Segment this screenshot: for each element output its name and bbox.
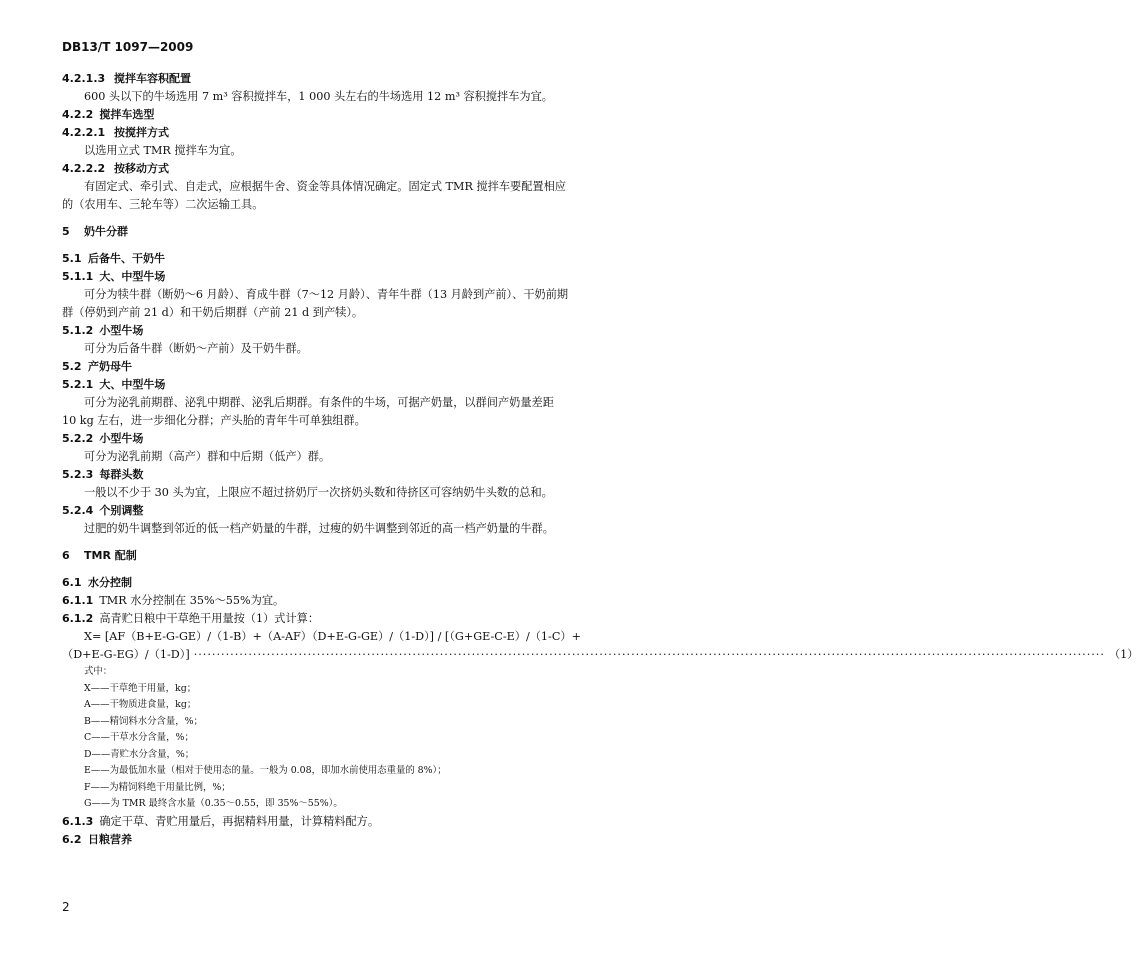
- heading-title: TMR 配制: [84, 549, 137, 562]
- definition-text: D——青贮水分含量，%；: [84, 748, 195, 760]
- heading-title: 小型牛场: [99, 432, 144, 445]
- leader-dots: ········································································································································································································: [193, 648, 1105, 661]
- section-heading: [62, 430, 622, 448]
- equation-number: （1）: [1108, 648, 1138, 661]
- paragraph-text: 以选用立式 TMR 搅拌车为宜。: [84, 144, 242, 157]
- heading-title: 每群头数: [99, 468, 144, 481]
- paragraph-text: 可分为犊牛群（断奶～6 月龄）、育成牛群（7～12 月龄）、青年牛群（13 月龄到产前）、干奶前期: [84, 288, 569, 301]
- heading-title: 大、中型牛场: [99, 270, 166, 283]
- heading-title: 大、中型牛场: [99, 378, 166, 391]
- definition-text: G——为 TMR 最终含水量（0.35～0.55，即 35%～55%）。: [84, 798, 343, 809]
- section-spacer: [62, 538, 622, 547]
- heading-number: 5.2.4: [62, 504, 94, 517]
- paragraph-line: [62, 88, 622, 106]
- section-spacer: [62, 565, 622, 574]
- heading-number: 5.2.1: [62, 378, 94, 391]
- paragraph-text: 10 kg 左右，进一步细化分群；产头胎的青年牛可单独组群。: [62, 414, 366, 427]
- variable-definition: [62, 796, 622, 813]
- heading-number: 4.2.2.1: [62, 126, 106, 139]
- variable-definition: [62, 664, 622, 681]
- heading-number: 5: [62, 225, 70, 238]
- heading-title: 后备牛、干奶牛: [88, 252, 165, 265]
- section-spacer: [62, 241, 622, 250]
- section-heading: [62, 376, 622, 394]
- section-heading: [62, 466, 622, 484]
- section-spacer: [62, 214, 622, 223]
- paragraph-text: 可分为泌乳前期群、泌乳中期群、泌乳后期群。有条件的牛场，可据产奶量，以群间产奶量差距: [84, 396, 554, 409]
- paragraph-line: [62, 592, 622, 610]
- paragraph-line: [62, 813, 622, 831]
- definition-text: X——干草绝干用量，kg；: [84, 682, 197, 694]
- variable-definition: [62, 730, 622, 747]
- paragraph-text: X= [AF（B+E-G-GE）/（1-B）+（A-AF）（D+E-G-GE）/（1-D）] / [（G+GE-C-E）/（1-C）+: [84, 630, 581, 643]
- heading-title: 奶牛分群: [84, 225, 128, 238]
- clause-number: 6.1.3: [62, 814, 94, 828]
- section-heading: [62, 358, 622, 376]
- heading-number: 4.2.1.3: [62, 72, 106, 85]
- heading-title: 产奶母牛: [88, 360, 132, 373]
- variable-definition: [62, 714, 622, 731]
- variable-definition: [62, 780, 622, 797]
- section-heading: [62, 70, 622, 88]
- section-heading: [62, 250, 622, 268]
- paragraph-line: [62, 394, 622, 412]
- clause-number: 6.1.1: [62, 594, 94, 607]
- section-heading: [62, 268, 622, 286]
- definition-text: 式中：: [84, 666, 113, 677]
- heading-number: 5.1: [62, 252, 82, 265]
- definition-text: C——干草水分含量，%；: [84, 732, 194, 743]
- section-heading: [62, 160, 622, 178]
- heading-title: 水分控制: [88, 576, 132, 589]
- heading-number: 5.2.2: [62, 432, 94, 445]
- variable-definition: [62, 747, 622, 764]
- section-heading: [62, 124, 622, 142]
- paragraph-text: 可分为后备牛群（断奶～产前）及干奶牛群。: [84, 342, 308, 355]
- paragraph-line: [62, 178, 622, 196]
- standard-code-header: DB13/T 1097—2009: [62, 40, 194, 54]
- paragraph-line: [62, 340, 622, 358]
- definition-text: F——为精饲料绝干用量比例，%；: [84, 781, 231, 793]
- paragraph-line: [62, 628, 622, 646]
- heading-number: 5.1.1: [62, 270, 94, 283]
- variable-definition: [62, 697, 622, 714]
- paragraph-text: 一般以不少于 30 头为宜，上限应不超过挤奶厅一次挤奶头数和待挤区可容纳奶牛头数的总和。: [84, 486, 553, 499]
- paragraph-line: [62, 196, 622, 214]
- variable-definition: [62, 681, 622, 698]
- section-heading: [62, 223, 622, 241]
- heading-title: 日粮营养: [88, 832, 132, 846]
- heading-title: 按移动方式: [114, 162, 169, 175]
- section-heading: [62, 574, 622, 592]
- section-heading: [62, 106, 622, 124]
- document-body: [62, 70, 1138, 849]
- paragraph-text: TMR 水分控制在 35%～55%为宜。: [99, 594, 285, 607]
- paragraph-line: [62, 304, 622, 322]
- paragraph-line: [62, 142, 622, 160]
- paragraph-line: [62, 610, 622, 628]
- section-heading: [62, 547, 622, 565]
- paragraph-text: 有固定式、牵引式、自走式，应根据牛舍、资金等具体情况确定。固定式 TMR 搅拌车要配置相应: [84, 180, 566, 193]
- page-number: 2: [62, 900, 70, 914]
- heading-number: 5.1.2: [62, 324, 94, 337]
- heading-title: 个别调整: [99, 504, 144, 517]
- paragraph-line: [62, 286, 622, 304]
- heading-number: 5.2.3: [62, 468, 94, 481]
- formula-text: （D+E-G-EG）/（1-D）]: [62, 648, 190, 661]
- heading-title: 搅拌车容积配置: [114, 72, 191, 85]
- paragraph-text: 600 头以下的牛场选用 7 m³ 容积搅拌车，1 000 头左右的牛场选用 12 m³ 容积搅拌车为宜。: [84, 90, 553, 103]
- paragraph-text: 过肥的奶牛调整到邻近的低一档产奶量的牛群，过瘦的奶牛调整到邻近的高一档产奶量的牛群。: [84, 522, 554, 535]
- variable-definition: [62, 763, 622, 780]
- heading-number: 6: [62, 549, 70, 562]
- heading-number: 4.2.2: [62, 108, 94, 121]
- paragraph-text: 群（停奶到产前 21 d）和干奶后期群（产前 21 d 到产犊）。: [62, 306, 364, 319]
- heading-number: 5.2: [62, 360, 82, 373]
- paragraph-text: 高青贮日粮中干草绝干用量按（1）式计算：: [99, 612, 320, 625]
- heading-title: 小型牛场: [99, 324, 144, 337]
- paragraph-text: 的（农用车、三轮车等）二次运输工具。: [62, 198, 264, 211]
- formula-line: [62, 646, 1138, 664]
- definition-text: E——为最低加水量（相对于使用态的量。一般为 0.08，即加水前使用态重量的 8%）；: [84, 765, 447, 776]
- paragraph-line: [62, 520, 622, 538]
- paragraph-line: [62, 412, 622, 430]
- clause-number: 6.1.2: [62, 612, 94, 625]
- heading-title: 搅拌车选型: [99, 108, 155, 121]
- paragraph-text: 可分为泌乳前期（高产）群和中后期（低产）群。: [84, 450, 331, 463]
- section-heading: [62, 502, 622, 520]
- paragraph-line: [62, 484, 622, 502]
- section-heading: [62, 322, 622, 340]
- definition-text: A——干物质进食量，kg；: [84, 699, 197, 710]
- section-heading: [62, 831, 622, 849]
- definition-text: B——精饲料水分含量，%；: [84, 715, 203, 727]
- heading-title: 按搅拌方式: [114, 126, 169, 139]
- heading-number: 6.1: [62, 576, 82, 589]
- paragraph-line: [62, 448, 622, 466]
- heading-number: 4.2.2.2: [62, 162, 106, 175]
- paragraph-text: 确定干草、青贮用量后，再据精料用量，计算精料配方。: [99, 814, 380, 828]
- heading-number: 6.2: [62, 832, 82, 846]
